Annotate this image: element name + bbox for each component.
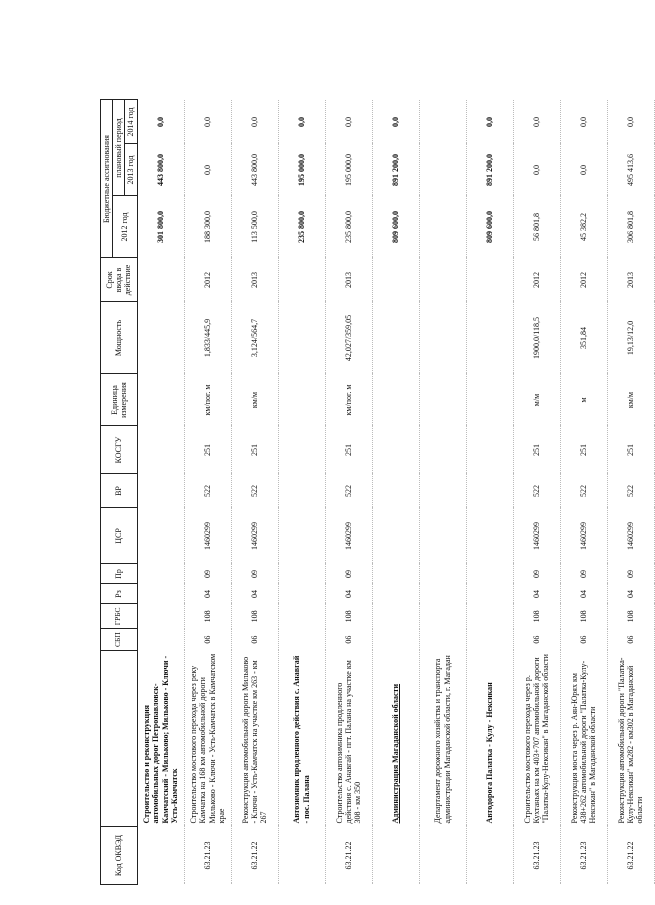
cell-code	[372, 827, 419, 885]
table-row	[278, 100, 325, 885]
cell-sbp: 06	[184, 629, 231, 651]
cell-capacity: 42,027/359,05	[325, 302, 372, 374]
cell-rz	[278, 584, 325, 604]
cell-sbp	[278, 629, 325, 651]
cell-vr: 522	[607, 474, 654, 508]
header-capacity: Мощность	[101, 302, 138, 374]
cell-kosgu	[137, 426, 184, 474]
cell-2012: 45 382,2	[560, 196, 607, 258]
cell-term	[137, 258, 184, 302]
cell-name: Администрация Магаданской области	[372, 651, 419, 827]
cell-unit	[466, 374, 513, 426]
cell-pr: 09	[560, 564, 607, 584]
cell-kosgu	[466, 426, 513, 474]
cell-term	[278, 258, 325, 302]
cell-pr: 09	[325, 564, 372, 584]
table-row	[513, 100, 560, 885]
cell-code	[278, 827, 325, 885]
cell-kosgu: 251	[231, 426, 278, 474]
table-row	[137, 100, 184, 885]
cell-name: Строительство и реконструкция автомобильных дорог Петропавловск-Камчатский - Мильково; Мильково - Ключи - Усть-Камчатск	[137, 651, 184, 827]
header-sbp: СБП	[101, 629, 138, 651]
cell-2014: 0,0	[607, 100, 654, 144]
cell-csr: 1460299	[184, 508, 231, 564]
cell-rz	[137, 584, 184, 604]
cell-vr	[466, 474, 513, 508]
cell-pr: 09	[184, 564, 231, 584]
cell-code: 63.21.22	[231, 827, 278, 885]
cell-unit	[137, 374, 184, 426]
header-code: Код ОКВЭД	[101, 827, 138, 885]
cell-code	[466, 827, 513, 885]
cell-sbp: 06	[560, 629, 607, 651]
cell-term: 2013	[231, 258, 278, 302]
cell-csr	[466, 508, 513, 564]
header-name	[101, 651, 138, 827]
cell-name: Автодорога Палатка - Кулу - Нексикан	[466, 651, 513, 827]
cell-rz: 04	[325, 584, 372, 604]
cell-code: 63.21.22	[325, 827, 372, 885]
cell-unit: м	[560, 374, 607, 426]
cell-term	[419, 258, 466, 302]
cell-pr	[372, 564, 419, 584]
cell-2013: 495 413,6	[607, 144, 654, 196]
cell-rz	[419, 584, 466, 604]
cell-grbs: 108	[607, 604, 654, 629]
table-row	[607, 100, 654, 885]
cell-name: Строительство мостового перехода через р. Кухтаньях на км 403+707 автомобильной дороги "Палатка-Кулу-Нексикан" в Магаданской области	[513, 651, 560, 827]
cell-name: Реконструкция автомобильной дороги "Палатка-Кулу-Нексикан" км282 - км302 в Магаданской области	[607, 651, 654, 827]
cell-capacity	[137, 302, 184, 374]
cell-capacity	[372, 302, 419, 374]
cell-unit: км/м	[231, 374, 278, 426]
cell-capacity	[466, 302, 513, 374]
cell-rz: 04	[231, 584, 278, 604]
cell-grbs	[372, 604, 419, 629]
cell-2013: 195 000,0	[278, 144, 325, 196]
header-2014: 2014 год	[125, 100, 137, 144]
cell-vr: 522	[231, 474, 278, 508]
table-row	[466, 100, 513, 885]
cell-name: Строительство мостового перехода через реку Камчатка на 168 км автомобильной дороги Мильково - Ключи - Усть-Камчатск в Камчатском крае	[184, 651, 231, 827]
cell-unit: км/пог. м	[184, 374, 231, 426]
cell-2014: 0,0	[372, 100, 419, 144]
cell-grbs: 108	[513, 604, 560, 629]
cell-code: 63.21.23	[513, 827, 560, 885]
cell-kosgu: 251	[513, 426, 560, 474]
cell-2014: 0,0	[560, 100, 607, 144]
cell-rz: 04	[607, 584, 654, 604]
cell-2012: 235 800,0	[325, 196, 372, 258]
cell-code: 63.21.22	[607, 827, 654, 885]
cell-sbp: 06	[325, 629, 372, 651]
cell-rz: 04	[513, 584, 560, 604]
cell-sbp	[137, 629, 184, 651]
cell-2013: 891 200,0	[466, 144, 513, 196]
cell-2012: 301 800,0	[137, 196, 184, 258]
header-grbs: ГРБС	[101, 604, 138, 629]
cell-capacity: 1900,0/118,5	[513, 302, 560, 374]
cell-2014: 0,0	[466, 100, 513, 144]
cell-csr: 1460299	[513, 508, 560, 564]
cell-capacity: 1,833/445,9	[184, 302, 231, 374]
cell-unit	[372, 374, 419, 426]
cell-vr: 522	[325, 474, 372, 508]
header-kosgu: КОСГУ	[101, 426, 138, 474]
cell-grbs: 108	[560, 604, 607, 629]
header-vr: ВР	[101, 474, 138, 508]
cell-capacity: 19,13/12,0	[607, 302, 654, 374]
cell-vr: 522	[513, 474, 560, 508]
cell-capacity: 351,84	[560, 302, 607, 374]
header-planned: плановый период	[113, 100, 125, 196]
table-row	[231, 100, 278, 885]
cell-name: Строительство автозимника продленного действия с. Анавгай - пгт. Палана на участке км 308 - км 350	[325, 651, 372, 827]
table-row	[184, 100, 231, 885]
cell-kosgu: 251	[184, 426, 231, 474]
cell-2012: 235 800,0	[278, 196, 325, 258]
header-rz: Рз	[101, 584, 138, 604]
header-2012: 2012 год	[113, 196, 137, 258]
cell-vr	[372, 474, 419, 508]
cell-csr: 1460299	[607, 508, 654, 564]
table-body	[137, 100, 654, 885]
cell-vr	[137, 474, 184, 508]
cell-pr	[278, 564, 325, 584]
cell-name: Департамент дорожного хозяйства и транспорта администрации Магаданской области, г. Магадан	[419, 651, 466, 827]
table-header	[101, 100, 138, 885]
cell-csr	[419, 508, 466, 564]
cell-term	[466, 258, 513, 302]
cell-2014: 0,0	[325, 100, 372, 144]
cell-vr: 522	[184, 474, 231, 508]
cell-name: Реконструкция моста через р. Аян-Юрях км 438+262 автомобильной дороги "Палатка-Кулу-Нексикан" в Магаданской области	[560, 651, 607, 827]
cell-code: 63.21.23	[184, 827, 231, 885]
cell-sbp	[419, 629, 466, 651]
cell-kosgu	[278, 426, 325, 474]
cell-kosgu	[419, 426, 466, 474]
table-row	[372, 100, 419, 885]
cell-kosgu: 251	[607, 426, 654, 474]
cell-csr: 1460299	[560, 508, 607, 564]
cell-2013: 443 800,0	[137, 144, 184, 196]
cell-unit	[278, 374, 325, 426]
cell-grbs	[466, 604, 513, 629]
cell-pr	[466, 564, 513, 584]
cell-2013: 0,0	[184, 144, 231, 196]
cell-unit	[419, 374, 466, 426]
cell-2013: 891 200,0	[372, 144, 419, 196]
cell-capacity	[278, 302, 325, 374]
cell-code	[419, 827, 466, 885]
cell-csr	[372, 508, 419, 564]
header-csr: ЦСР	[101, 508, 138, 564]
cell-grbs	[278, 604, 325, 629]
cell-rz	[372, 584, 419, 604]
cell-code	[137, 827, 184, 885]
cell-2012: 809 600,0	[466, 196, 513, 258]
cell-pr	[419, 564, 466, 584]
cell-kosgu: 251	[560, 426, 607, 474]
cell-2012: 188 300,0	[184, 196, 231, 258]
table-row	[560, 100, 607, 885]
cell-term	[372, 258, 419, 302]
cell-2014: 0,0	[278, 100, 325, 144]
cell-2013	[419, 144, 466, 196]
cell-grbs	[137, 604, 184, 629]
cell-term: 2013	[607, 258, 654, 302]
cell-2012: 113 500,0	[231, 196, 278, 258]
cell-2014: 0,0	[137, 100, 184, 144]
cell-pr: 09	[513, 564, 560, 584]
cell-vr: 522	[560, 474, 607, 508]
cell-2012	[419, 196, 466, 258]
cell-2012: 56 801,8	[513, 196, 560, 258]
cell-capacity	[419, 302, 466, 374]
cell-csr: 1460299	[231, 508, 278, 564]
header-term: Срок ввода в действие	[101, 258, 138, 302]
table-row	[419, 100, 466, 885]
cell-unit: км/пог. м	[325, 374, 372, 426]
cell-vr	[419, 474, 466, 508]
cell-2014: 0,0	[184, 100, 231, 144]
cell-vr	[278, 474, 325, 508]
cell-name: Автозимник продленного действия с. Анавгай - пос. Палана	[278, 651, 325, 827]
cell-name: Реконструкция автомобильной дороги Мильково - Ключи - Усть-Камчатск на участке км 263 - км 267	[231, 651, 278, 827]
cell-unit: м/м	[513, 374, 560, 426]
cell-kosgu	[372, 426, 419, 474]
cell-grbs: 108	[231, 604, 278, 629]
cell-csr: 1460299	[325, 508, 372, 564]
cell-sbp	[466, 629, 513, 651]
cell-pr: 09	[607, 564, 654, 584]
cell-sbp: 06	[513, 629, 560, 651]
cell-term: 2012	[513, 258, 560, 302]
cell-pr: 09	[231, 564, 278, 584]
cell-rz	[466, 584, 513, 604]
cell-rz: 04	[560, 584, 607, 604]
cell-2013: 0,0	[513, 144, 560, 196]
cell-grbs: 108	[325, 604, 372, 629]
cell-term: 2012	[184, 258, 231, 302]
cell-rz: 04	[184, 584, 231, 604]
cell-grbs: 108	[184, 604, 231, 629]
cell-2014: 0,0	[513, 100, 560, 144]
cell-sbp: 06	[607, 629, 654, 651]
cell-2013: 195 000,0	[325, 144, 372, 196]
cell-kosgu: 251	[325, 426, 372, 474]
cell-2012: 306 801,8	[607, 196, 654, 258]
cell-sbp: 06	[231, 629, 278, 651]
header-2013: 2013 год	[125, 144, 137, 196]
header-unit: Единица измерения	[101, 374, 138, 426]
table-row	[325, 100, 372, 885]
cell-sbp	[372, 629, 419, 651]
header-pr: Пр	[101, 564, 138, 584]
cell-2013: 443 800,0	[231, 144, 278, 196]
cell-term: 2012	[560, 258, 607, 302]
cell-unit: км/м	[607, 374, 654, 426]
cell-grbs	[419, 604, 466, 629]
cell-2014: 0,0	[231, 100, 278, 144]
cell-csr	[278, 508, 325, 564]
cell-2012: 809 600,0	[372, 196, 419, 258]
cell-csr	[137, 508, 184, 564]
cell-capacity: 3,124/564,7	[231, 302, 278, 374]
cell-2014	[419, 100, 466, 144]
header-budget: Бюджетные ассигнования	[101, 100, 113, 258]
cell-code: 63.21.23	[560, 827, 607, 885]
cell-pr	[137, 564, 184, 584]
cell-term: 2013	[325, 258, 372, 302]
budget-table	[100, 100, 655, 886]
cell-2013: 0,0	[560, 144, 607, 196]
